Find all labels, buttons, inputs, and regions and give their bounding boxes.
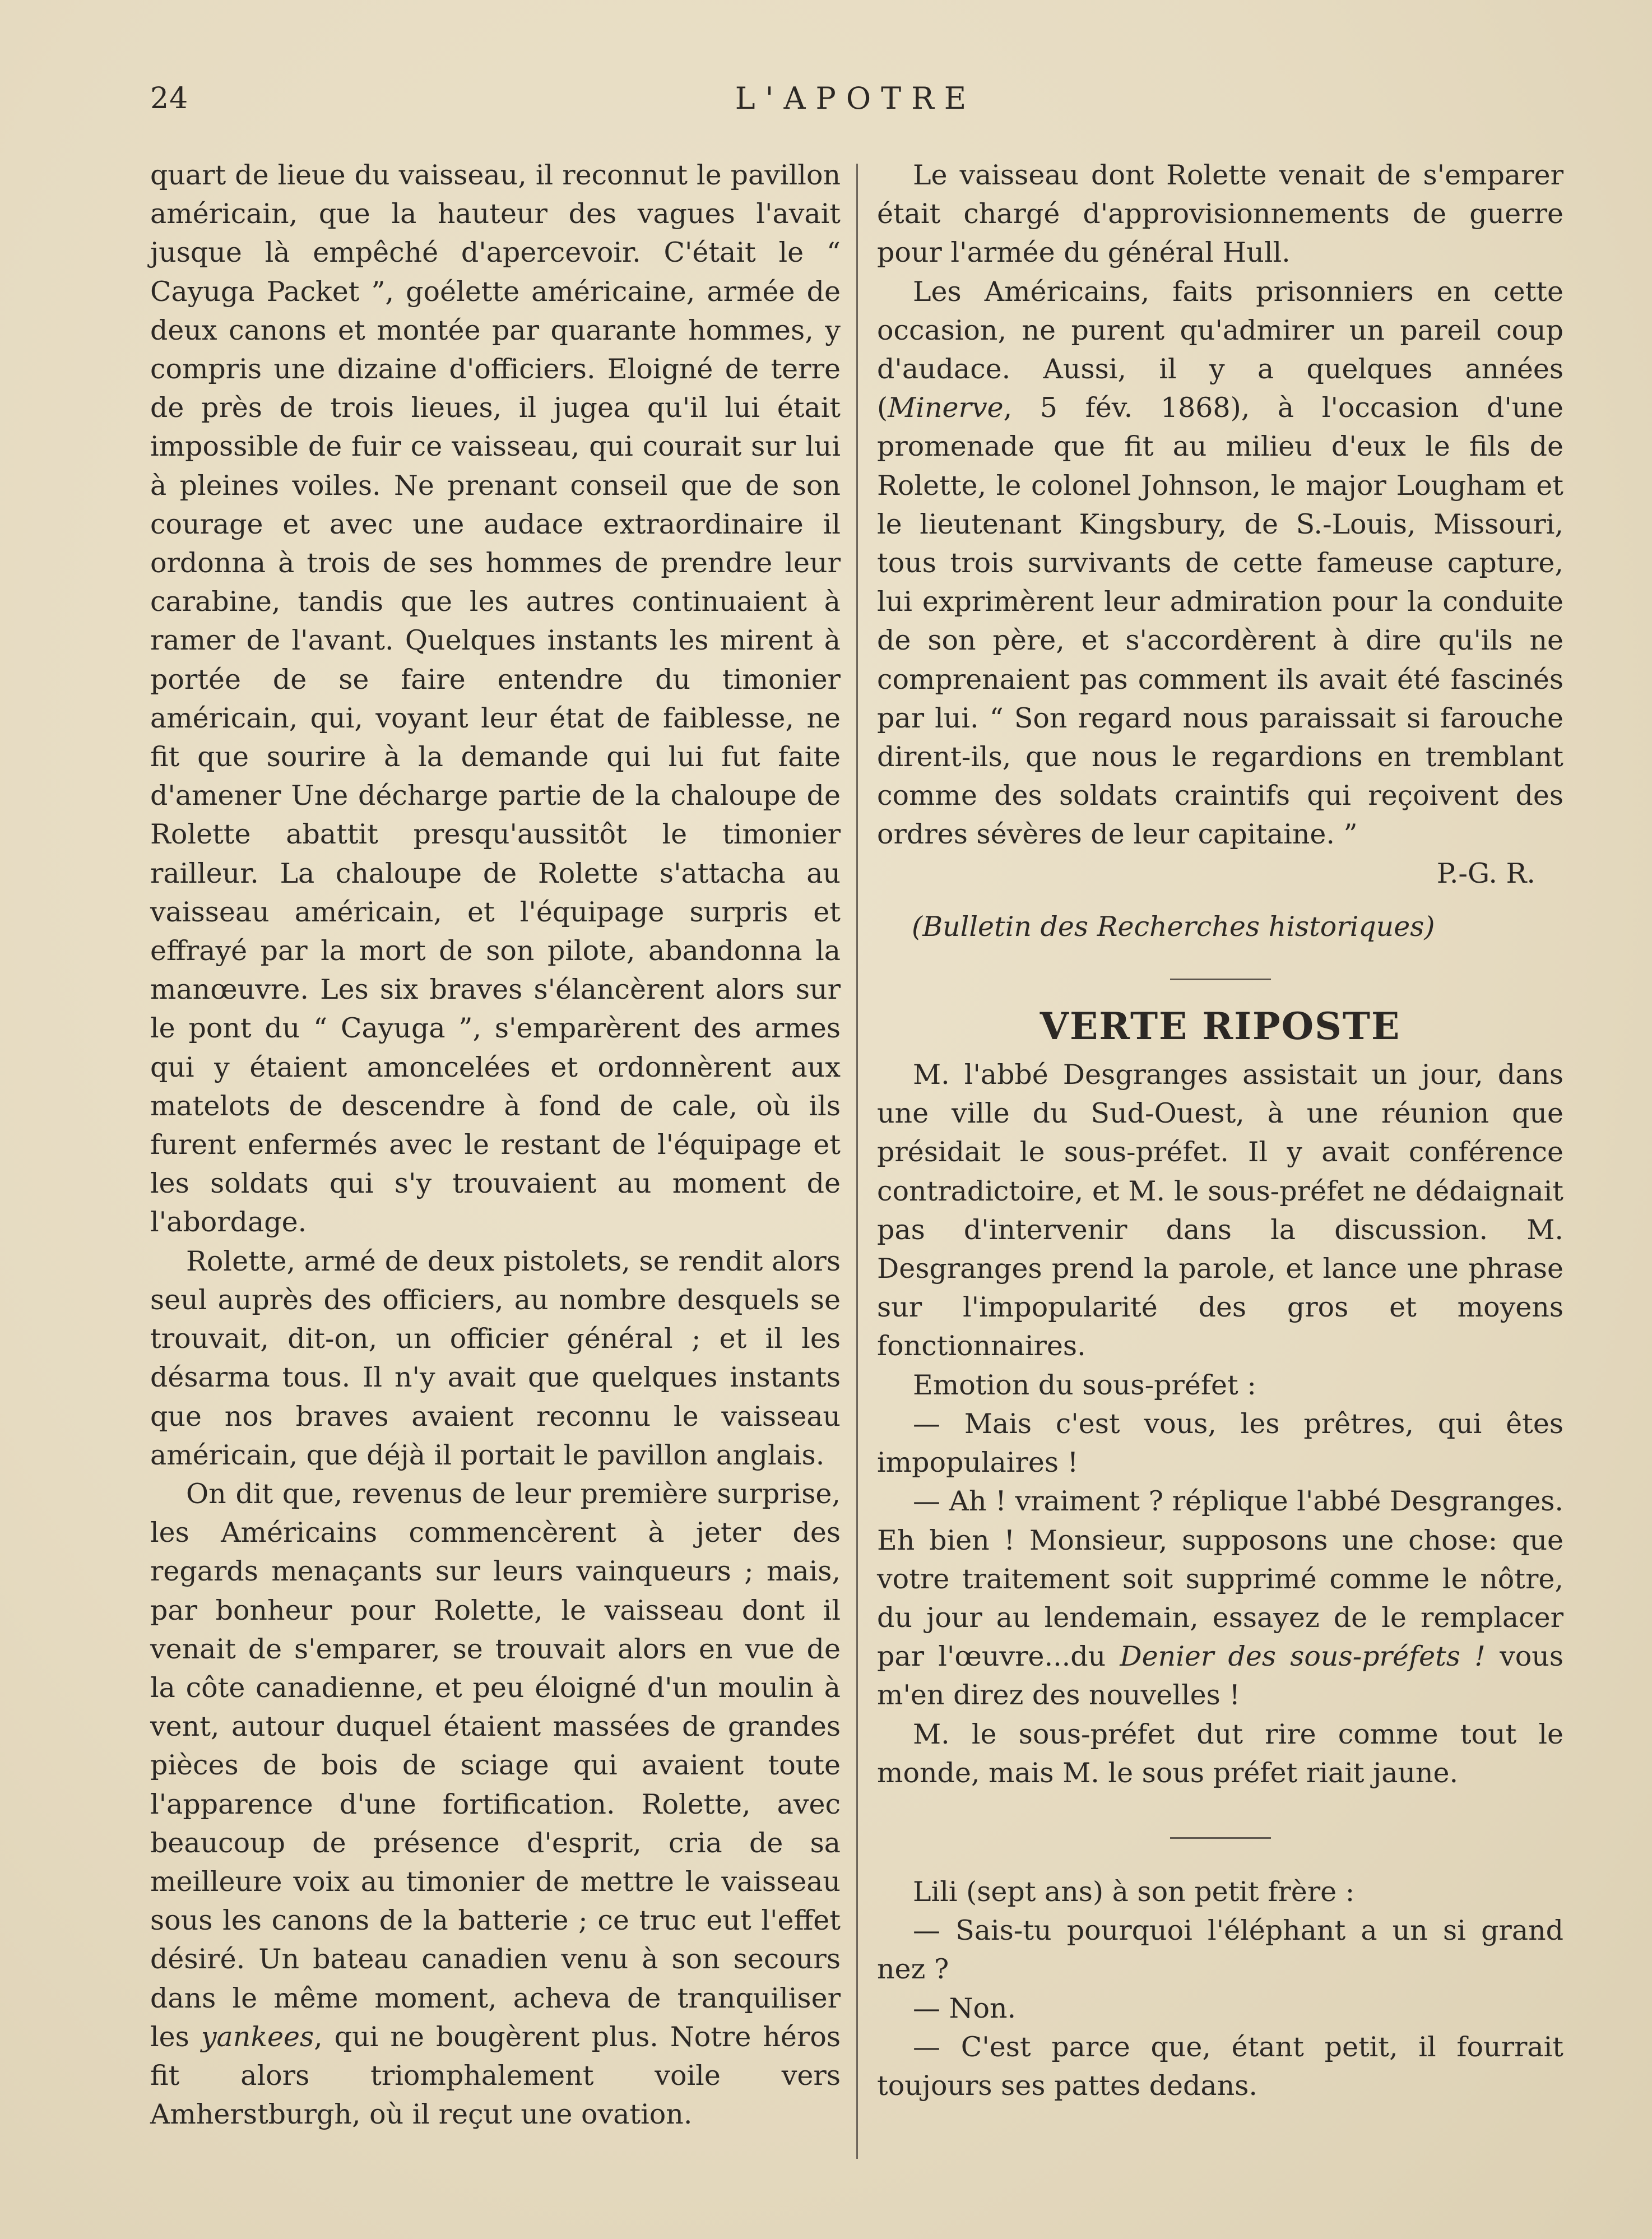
paragraph: Lili (sept ans) à son petit frère : xyxy=(913,1875,1355,1908)
dialog-line: — Sais-tu pourquoi l'éléphant a un si grand nez ? xyxy=(877,1914,1563,1986)
paragraph: Le vaisseau dont Rolette venait de s'emparer était chargé d'approvisionnements de guerre pour l'armée du général Hull. xyxy=(877,159,1563,269)
source-citation: (Bulletin des Recherches historiques) xyxy=(912,910,1435,943)
left-column xyxy=(150,156,841,2134)
dialog-line: — C'est parce que, étant petit, il fourrait toujours ses pattes dedans. xyxy=(877,2031,1563,2102)
dialog-line xyxy=(877,1482,1563,1714)
paragraph-text: — Ah ! vraiment ? réplique l'abbé Desgranges. Eh bien ! Monsieur, supposons une chose: que votre traitement soit supprimé comme le nôtre, du jour au lendemain, essayez de le remplacer par l'œuvre...du xyxy=(877,1485,1563,1673)
paragraph xyxy=(877,272,1563,854)
paragraph-text: Les Américains, faits prisonniers en cette occasion, ne purent qu'admirer un pareil coup d'audace. Aussi, il y a quelques années ( xyxy=(877,275,1563,424)
paragraph: Rolette, armé de deux pistolets, se rendit alors seul auprès des officiers, au nombre desquels se trouvait, dit-on, un officier général ; et il les désarma tous. Il n'y avait que quelques instants que nos braves avaient reconnu le vaisseau américain, que déjà il portait le pavillon anglais. xyxy=(150,1245,841,1471)
paragraph-text: vous m'en direz des nouvelles ! xyxy=(877,1640,1563,1712)
paragraph-text: On dit que, revenus de leur première surprise, les Américains commencèrent à jeter des regards menaçants sur leurs vainqueurs ; mais, par bonheur pour Rolette, le vaisseau dont il venait de s'emparer, se trouvait alors en vue de la côte canadienne, et peu éloigné d'un moulin à vent, autour duquel étaient massées de grandes pièces de bois de sciage qui avaient toute l'apparence d'une fortification. Rolette, avec beaucoup de présence d'esprit, cria de sa meilleure voix au timonier de mettre le vaisseau sous les canons de la batterie ; ce truc eut l'effet désiré. Un bateau canadien venu à son secours dans le même moment, acheva de tranquiliser les xyxy=(150,1477,841,2053)
column-divider xyxy=(856,164,858,2159)
paragraph-text: , qui ne bougèrent plus. Notre héros fit alors triomphalement voile vers Amherstburgh, où il reçut une ovation. xyxy=(150,2020,841,2131)
spacer xyxy=(877,1839,1563,1872)
page-number: 24 xyxy=(150,82,189,115)
dialog-line: — Mais c'est vous, les prêtres, qui êtes impopulaires ! xyxy=(877,1407,1563,1479)
right-column xyxy=(877,156,1563,2105)
page-header xyxy=(150,73,1551,123)
signature: P.-G. R. xyxy=(1436,857,1535,889)
running-title: L'APOTRE xyxy=(735,81,977,116)
paragraph-text: , 5 fév. 1868), à l'occasion d'une promenade que fit au milieu d'eux le fils de Rolette, le colonel Johnson, le major Lougham et le lieutenant Kingsbury, de S.-Louis, Missouri, tous trois survivants de cette fameuse capture, lui exprimèrent leur admiration pour la conduite de son père, et s'accordèrent à dire qu'ils ne comprenaient pas comment ils avait été fascinés par lui. “ Son regard nous paraissait si farouche dirent-ils, que nous le regardions en tremblant comme des soldats craintifs qui reçoivent des ordres sévères de leur capitaine. ” xyxy=(877,392,1563,851)
italic-phrase: Denier des sous-préfets ! xyxy=(1120,1640,1486,1673)
dialog-line: — Non. xyxy=(913,1992,1017,2024)
paragraph: M. l'abbé Desgranges assistait un jour, dans une ville du Sud-Ouest, à une réunion que présidait le sous-préfet. Il y avait conférence contradictoire, et M. le sous-préfet ne dédaignait pas d'intervenir dans la discussion. M. Desgranges prend la parole, et lance une phrase sur l'impopularité des gros et moyens fonctionnaires. xyxy=(877,1059,1563,1362)
italic-word: yankees xyxy=(201,2020,314,2053)
paragraph: quart de lieue du vaisseau, il reconnut le pavillon américain, que la hauteur des vagues l'avait jusque là empêché d'apercevoir. C'était le “ Cayuga Packet ”, goélette américaine, armée de deux canons et montée par quarante hommes, y compris une dizaine d'officiers. Eloigné de terre de près de trois lieues, il jugea qu'il lui était impossible de fuir ce vaisseau, qui courait sur lui à pleines voiles. Ne prenant conseil que de son courage et avec une audace extraordinaire il ordonna à trois de ses hommes de prendre leur carabine, tandis que les autres continuaient à ramer de l'avant. Quelques instants les mirent à portée de se faire entendre du timonier américain, qui, voyant leur état de faiblesse, ne fit que sourire à la demande qui lui fut faite d'amener Une décharge partie de la chaloupe de Rolette abattit presqu'aussitôt le timonier railleur. La chaloupe de Rolette s'attacha au vaisseau américain, et l'équipage surpris et effrayé par la mort de son pilote, abandonna la manœuvre. Les six braves s'élancèrent alors sur le pont du “ Cayuga ”, s'emparèrent des armes qui y étaient amoncelées et ordonnèrent aux matelots de descendre à fond de cale, où ils furent enfermés avec le restant de l'équipage et les soldats qui s'y trouvaient au moment de l'abordage. xyxy=(150,159,841,1239)
paragraph: M. le sous-préfet dut rire comme tout le monde, mais M. le sous préfet riait jaune. xyxy=(877,1718,1563,1789)
italic-word: Minerve xyxy=(888,392,1004,424)
paragraph: Emotion du sous-préfet : xyxy=(913,1369,1256,1401)
paragraph xyxy=(150,1475,841,2134)
section-title: VERTE RIPOSTE xyxy=(1040,1004,1401,1049)
section-divider xyxy=(1170,979,1271,980)
